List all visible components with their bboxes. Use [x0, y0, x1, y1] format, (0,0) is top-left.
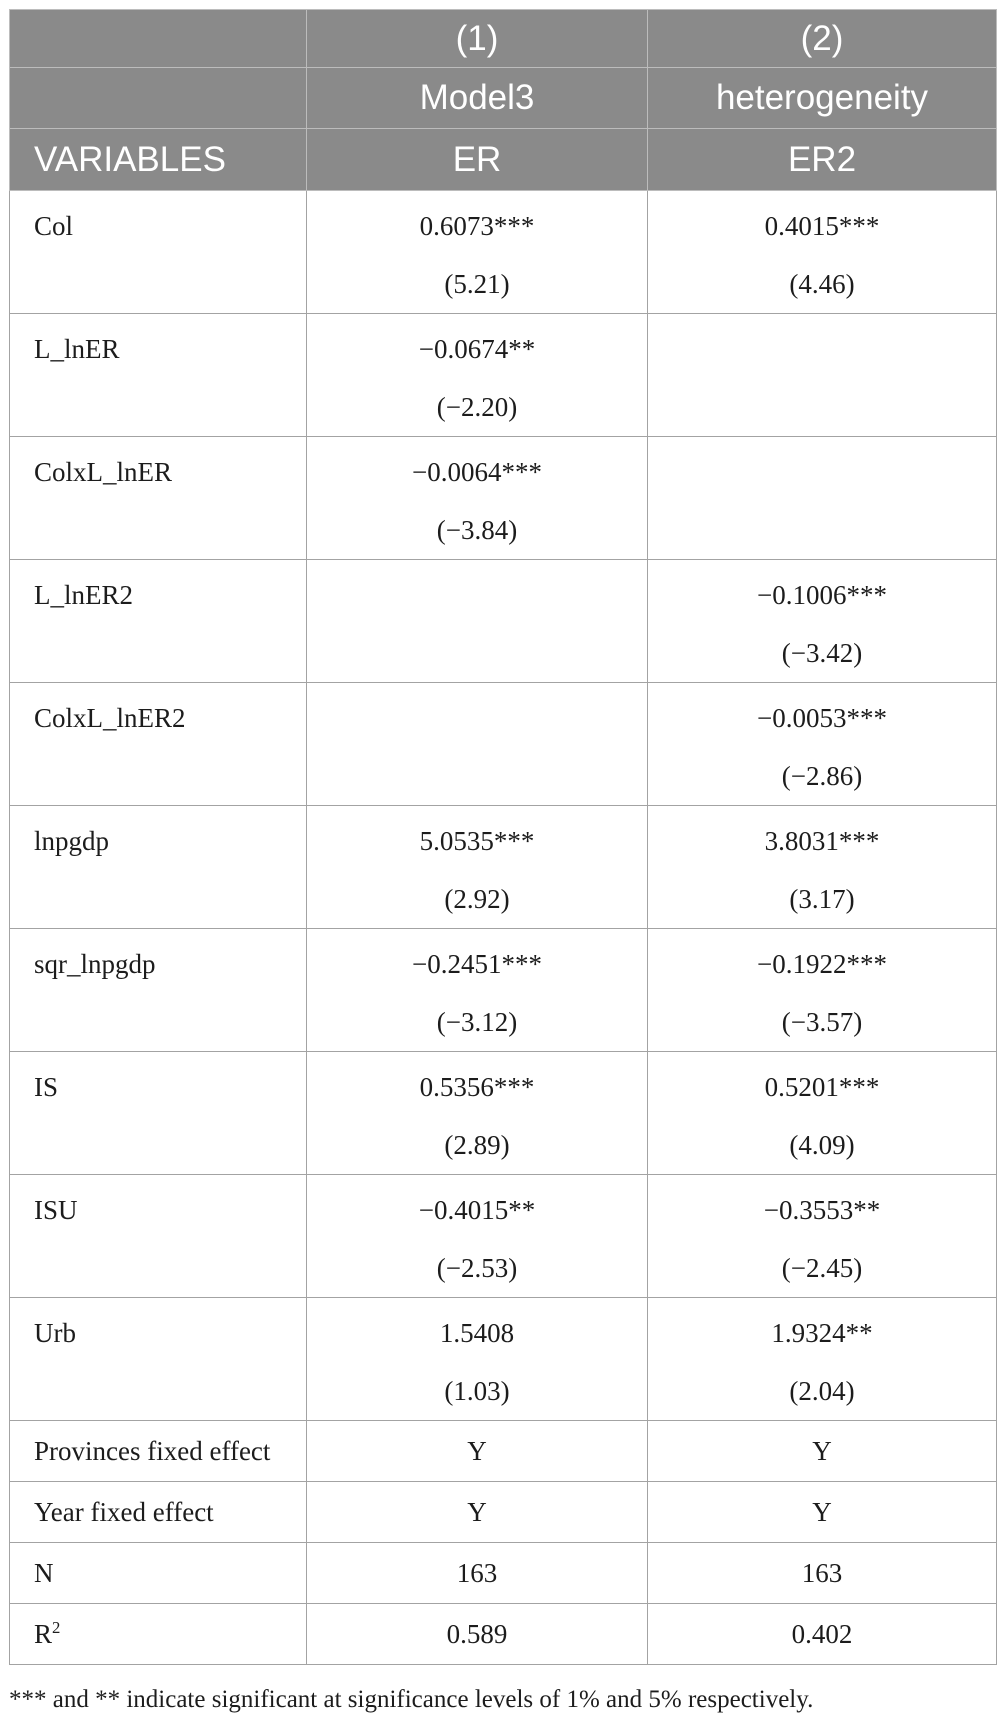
table-row-sqr-lnpgdp [9, 929, 997, 1052]
header-col2-dependent-var: ER2 [648, 129, 997, 191]
table-row-col [9, 191, 997, 314]
empty-cell [648, 437, 997, 560]
table-row-provinces-fixed-effect [9, 1421, 997, 1482]
variable-label-cell [9, 314, 307, 437]
table-footnote: *** and ** indicate significant at significance levels of 1% and 5% respectively. [9, 1686, 814, 1713]
t-statistic: (3.17) [789, 884, 855, 914]
coefficient: −0.1006*** [757, 580, 887, 610]
t-statistic: (−2.45) [781, 1253, 863, 1283]
coef-cell [307, 191, 648, 314]
coef-cell [307, 806, 648, 929]
coef-cell [307, 314, 648, 437]
header-empty-cell [9, 68, 307, 129]
coef-cell [648, 1298, 997, 1421]
t-statistic: (−3.42) [781, 638, 863, 668]
coef-cell [648, 683, 997, 806]
variable-label-cell [9, 929, 307, 1052]
table-row-lnpgdp [9, 806, 997, 929]
coefficient: 5.0535*** [419, 826, 535, 856]
coef-cell [307, 1298, 648, 1421]
t-statistic: (−3.57) [781, 1007, 863, 1037]
table-row-isu [9, 1175, 997, 1298]
table-row-colxl-lner2 [9, 683, 997, 806]
coef-cell [648, 929, 997, 1052]
header-col2-number: (2) [648, 9, 997, 68]
t-statistic: (−2.53) [436, 1253, 518, 1283]
coefficient: 0.5356*** [419, 1072, 535, 1102]
coef-cell [307, 437, 648, 560]
coef-cell [307, 929, 648, 1052]
coef-cell [307, 1052, 648, 1175]
variable-label-cell [9, 1298, 307, 1421]
table-row-n [9, 1543, 997, 1604]
t-statistic: (2.89) [444, 1130, 510, 1160]
stat-value: Y [467, 1436, 487, 1466]
stat-value: Y [812, 1436, 832, 1466]
t-statistic: (−3.84) [436, 515, 518, 545]
stat-name [34, 1604, 306, 1664]
empty-cell [307, 560, 648, 683]
empty-cell [307, 683, 648, 806]
coefficient: −0.2451*** [412, 949, 542, 979]
stat-label-cell [9, 1421, 307, 1482]
empty-cell [648, 314, 997, 437]
r-squared-exponent: 2 [52, 1618, 61, 1637]
coef-cell [307, 1175, 648, 1298]
coefficient: 1.5408 [439, 1318, 515, 1348]
stat-cell [648, 1421, 997, 1482]
coefficient: 0.5201*** [764, 1072, 880, 1102]
header-col1-dependent-var: ER [307, 129, 648, 191]
regression-table [9, 9, 997, 1665]
variable-name: ColxL_lnER [34, 457, 173, 487]
stat-value: Y [812, 1497, 832, 1527]
stat-label-cell [9, 1543, 307, 1604]
variable-name: lnpgdp [34, 826, 110, 856]
variable-name: L_lnER2 [34, 580, 133, 610]
coefficient: 1.9324** [771, 1318, 873, 1348]
table-row-colxl-lner [9, 437, 997, 560]
stat-value: Y [467, 1497, 487, 1527]
coefficient: −0.1922*** [757, 949, 887, 979]
header-col1-number: (1) [307, 9, 648, 68]
stat-cell [648, 1604, 997, 1665]
r-squared-letter: R [34, 1619, 53, 1649]
variable-name: ColxL_lnER2 [34, 703, 186, 733]
coef-cell [648, 1175, 997, 1298]
t-statistic: (−2.86) [781, 761, 863, 791]
variable-name: ISU [34, 1195, 78, 1225]
t-statistic: (2.92) [444, 884, 510, 914]
stat-cell [648, 1482, 997, 1543]
coefficient: 0.4015*** [764, 211, 880, 241]
coefficient: −0.0053*** [757, 703, 887, 733]
variable-label-cell [9, 1175, 307, 1298]
stat-value: 163 [801, 1558, 843, 1588]
header-row-model-number [9, 9, 997, 68]
variable-name: Col [34, 211, 74, 241]
stat-name: Year fixed effect [34, 1497, 214, 1527]
header-row-dependent-variable [9, 129, 997, 191]
header-empty-cell [9, 9, 307, 68]
t-statistic: (4.46) [789, 269, 855, 299]
variable-name: L_lnER [34, 334, 120, 364]
table-row-r-squared [9, 1604, 997, 1665]
coef-cell [648, 806, 997, 929]
table-row-year-fixed-effect [9, 1482, 997, 1543]
stat-cell [307, 1421, 648, 1482]
variable-label-cell [9, 191, 307, 314]
header-variables-label: VARIABLES [9, 129, 307, 191]
coef-cell [648, 191, 997, 314]
coef-cell [648, 560, 997, 683]
t-statistic: (5.21) [444, 269, 510, 299]
stat-value: 0.589 [446, 1619, 508, 1649]
stat-cell [648, 1543, 997, 1604]
table-row-l-lner2 [9, 560, 997, 683]
stat-label-cell [9, 1604, 307, 1665]
coef-cell [648, 1052, 997, 1175]
variable-name: IS [34, 1072, 59, 1102]
coefficient: −0.4015** [418, 1195, 536, 1225]
t-statistic: (2.04) [789, 1376, 855, 1406]
variable-label-cell [9, 1052, 307, 1175]
table-row-urb [9, 1298, 997, 1421]
coefficient: 3.8031*** [764, 826, 880, 856]
coefficient: −0.0064*** [412, 457, 542, 487]
stat-name: Provinces fixed effect [34, 1436, 271, 1466]
stat-name: N [34, 1558, 54, 1588]
variable-label-cell [9, 806, 307, 929]
coefficient: −0.3553** [763, 1195, 881, 1225]
coefficient: −0.0674** [418, 334, 536, 364]
header-row-model-name [9, 68, 997, 129]
variable-name: Urb [34, 1318, 76, 1348]
variable-label-cell [9, 683, 307, 806]
variable-name: sqr_lnpgdp [34, 949, 156, 979]
variable-label-cell [9, 560, 307, 683]
t-statistic: (1.03) [444, 1376, 510, 1406]
coefficient: 0.6073*** [419, 211, 535, 241]
stat-cell [307, 1543, 648, 1604]
table-row-l-lner [9, 314, 997, 437]
stat-value: 0.402 [791, 1619, 853, 1649]
stat-label-cell [9, 1482, 307, 1543]
stat-cell [307, 1604, 648, 1665]
header-col1-model-name: Model3 [307, 68, 648, 129]
stat-value: 163 [456, 1558, 498, 1588]
t-statistic: (−2.20) [436, 392, 518, 422]
t-statistic: (4.09) [789, 1130, 855, 1160]
stat-cell [307, 1482, 648, 1543]
variable-label-cell [9, 437, 307, 560]
header-col2-model-name: heterogeneity [648, 68, 997, 129]
t-statistic: (−3.12) [436, 1007, 518, 1037]
table-row-is [9, 1052, 997, 1175]
